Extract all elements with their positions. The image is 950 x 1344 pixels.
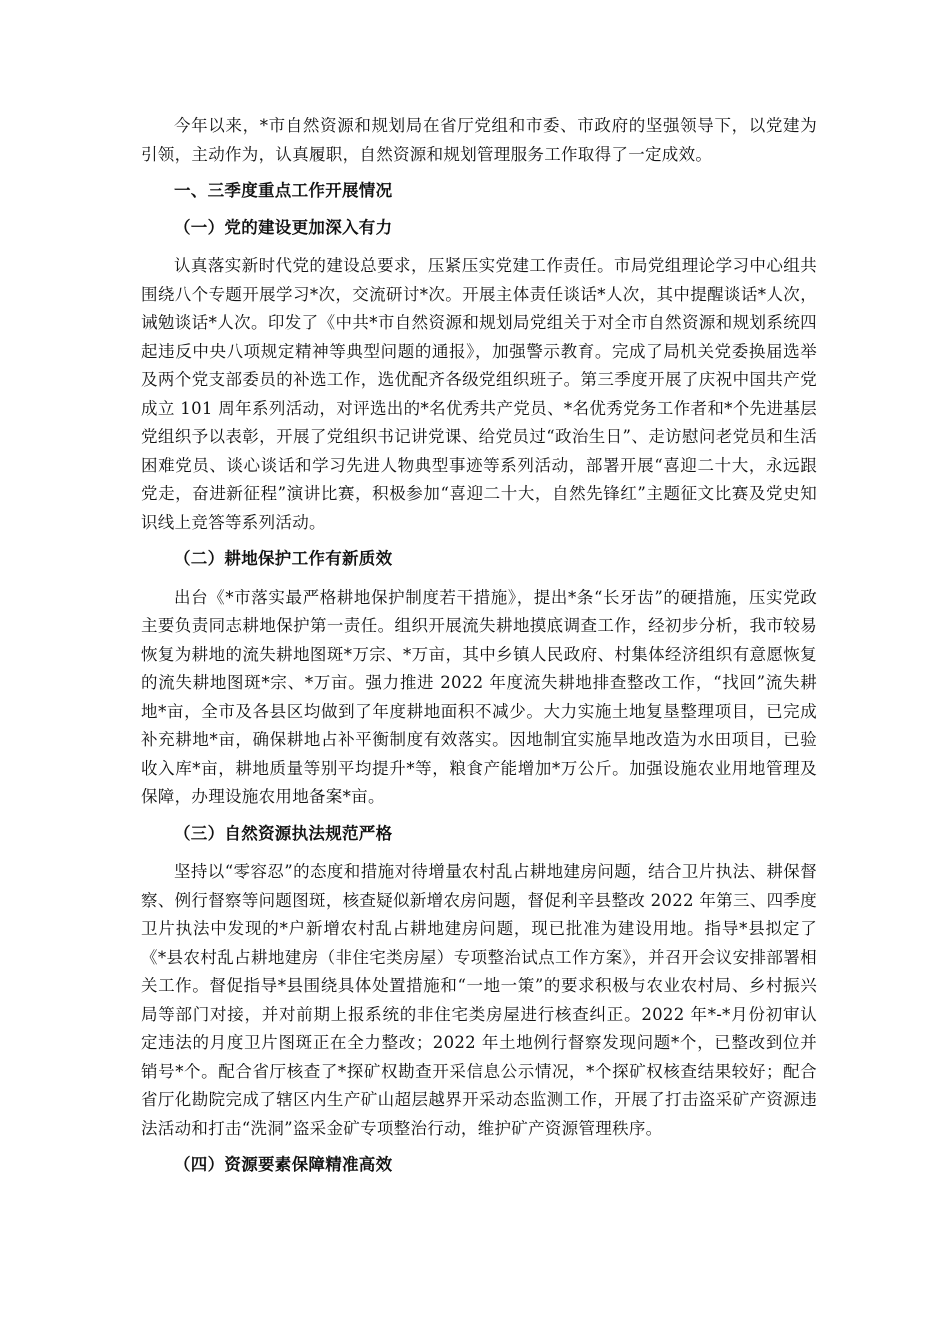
subsection-heading-1: （一）党的建设更加深入有力 — [174, 217, 393, 237]
intro-paragraph: 今年以来，*市自然资源和规划局在省厅党组和市委、市政府的坚强领导下，以党建为引领，主动作为，认真履职，自然资源和规划管理服务工作取得了一定成效。 — [141, 116, 817, 164]
subsection-body-2: 出台《*市落实最严格耕地保护制度若干措施》，提出*条“长牙齿”的硬措施，压实党政主要负责同志耕地保护第一责任。组织开展流失耕地摸底调查工作，经初步分析，我市较易恢复为耕地的流失耕地图斑*万宗、*万亩，其中乡镇人民政府、村集体经济组织有意愿恢复的流失耕地图斑*宗、*万亩。强力推进 2022 年度流失耕地排查整改工作，“找回”流失耕地*亩，全市及各县区均做到了年度耕地面积不减少。大力实施土地复垦整理项目，已完成补充耕地*亩，确保耕地占补平衡制度有效落实。因地制宜实施旱地改造为水田项目，已验收入库*亩，耕地质量等别平均提升*等，粮食产能增加*万公斤。加强设施农业用地管理及保障，办理设施农用地备案*亩。 — [141, 587, 817, 806]
subsection-heading-2: （二）耕地保护工作有新质效 — [174, 549, 393, 568]
subsection-heading-3: （三）自然资源执法规范严格 — [174, 823, 393, 843]
subsection-heading-4: （四）资源要素保障精准高效 — [174, 1155, 393, 1174]
document-page — [141, 112, 817, 1190]
subsection-body-3: 坚持以“零容忍”的态度和措施对待增量农村乱占耕地建房问题，结合卫片执法、耕保督察、例行督察等问题图斑，核查疑似新增农房问题，督促利辛县整改 2022 年第三、四季度卫片执法中发现的*户新增农村乱占耕地建房问题，现已批准为建设用地。指导*县拟定了《*县农村乱占耕地建房（非住宅类房屋）专项整治试点工作方案》，并召开会议安排部署相关工作。督促指导*县围绕具体处置措施和“一地一策”的要求积极与农业农村局、乡村振兴局等部门对接，并对前期上报系统的非住宅类房屋进行核查纠正。2022 年*-*月份初审认定违法的月度卫片图斑正在全力整改；2022 年土地例行督察发现问题*个，已整改到位并销号*个。配合省厅核查了*探矿权勘查开采信息公示情况，*个探矿权核查结果较好；配合省厅化勘院完成了辖区内生产矿山超层越界开采动态监测工作，开展了打击盗采矿产资源违法活动和打击“洗洞”盗采金矿专项整治行动，维护矿产资源管理秩序。 — [141, 862, 817, 1138]
section-heading-1: 一、三季度重点工作开展情况 — [174, 181, 393, 200]
subsection-body-1: 认真落实新时代党的建设总要求，压紧压实党建工作责任。市局党组理论学习中心组共围绕八个专题开展学习*次，交流研讨*次。开展主体责任谈话*人次，其中提醒谈话*人次，诫勉谈话*人次。印发了《中共*市自然资源和规划局党组关于对全市自然资源和规划系统四起违反中央八项规定精神等典型问题的通报》，加强警示教育。完成了局机关党委换届选举及两个党支部委员的补选工作，选优配齐各级党组织班子。第三季度开展了庆祝中国共产党成立 101 周年系列活动，对评选出的*名优秀共产党员、*名优秀党务工作者和*个先进基层党组织予以表彰，开展了党组织书记讲党课、给党员过“政治生日”、走访慰问老党员和生活困难党员、谈心谈话和学习先进人物典型事迹等系列活动，部署开展“喜迎二十大，永远跟党走，奋进新征程”演讲比赛，积极参加“喜迎二十大，自然先锋红”主题征文比赛及党史知识线上竞答等系列活动。 — [141, 256, 817, 532]
